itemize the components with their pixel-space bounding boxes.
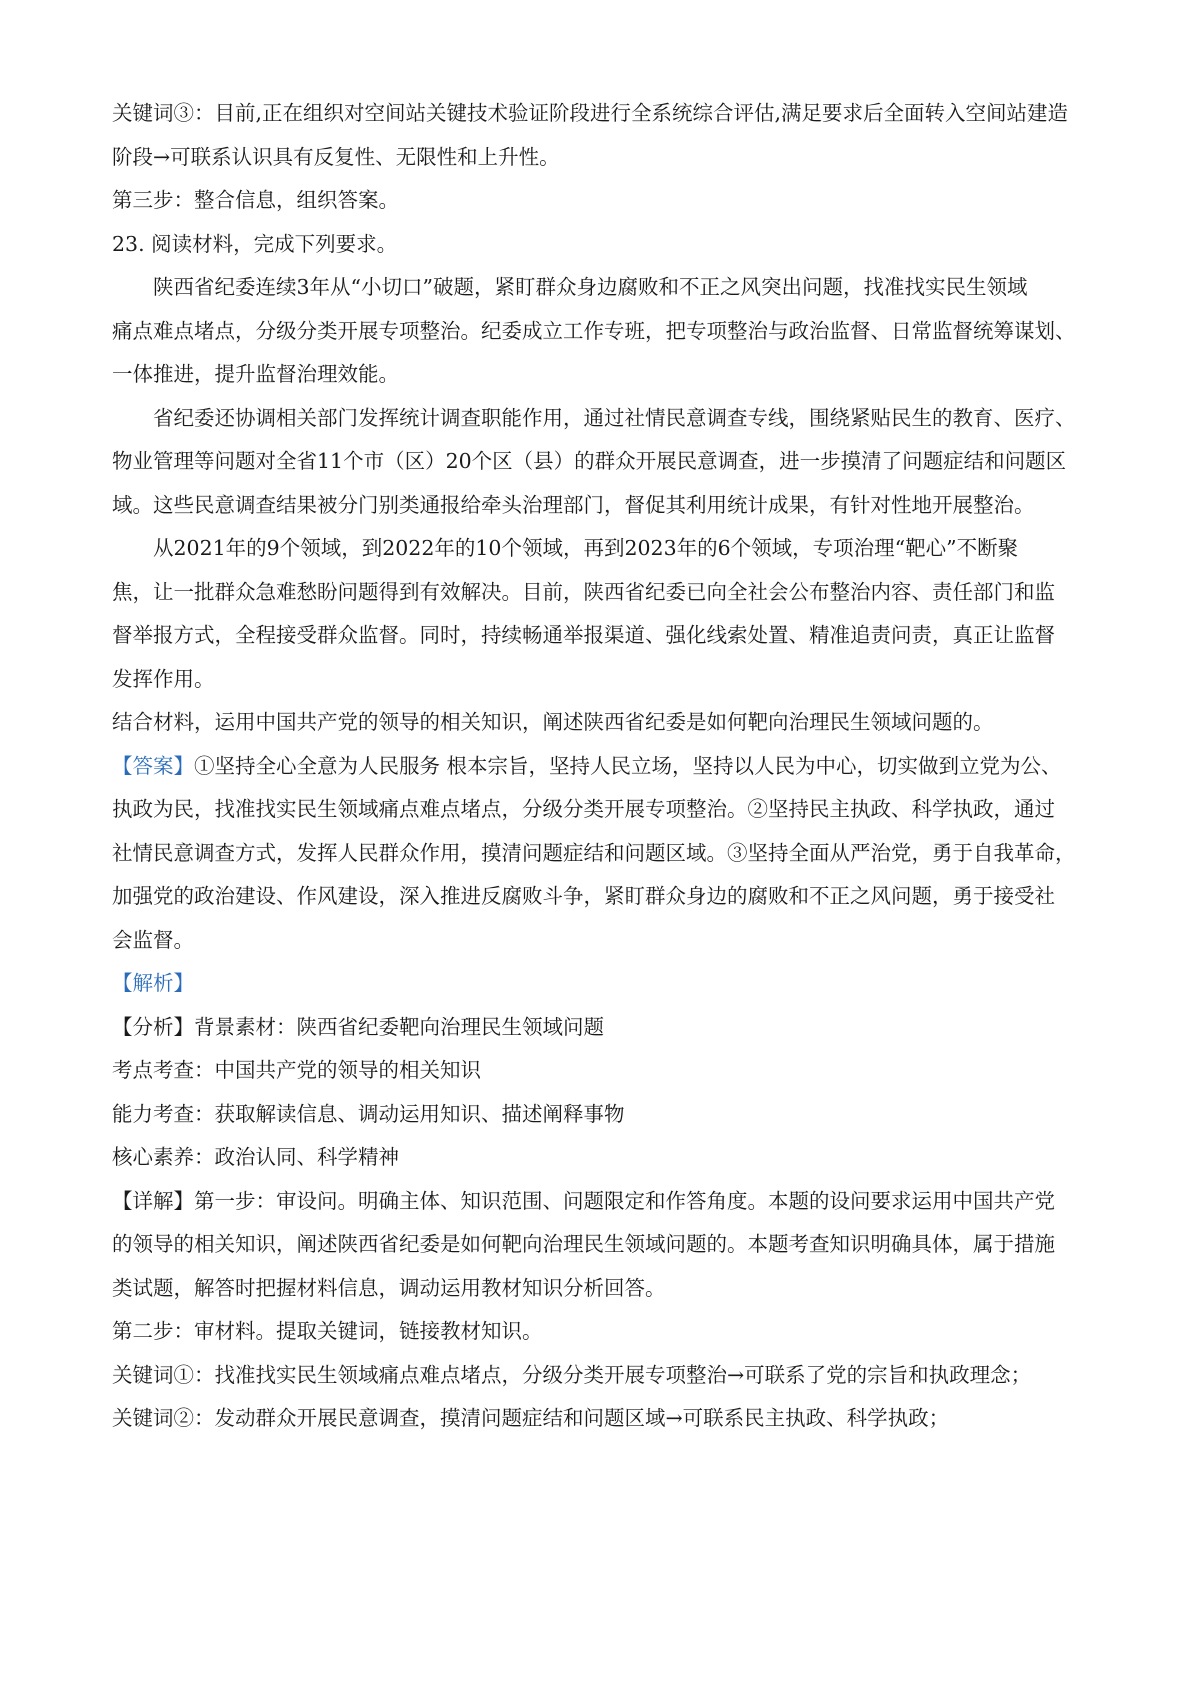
material-2-line-3: 域。这些民意调查结果被分门别类通报给牵头治理部门，督促其利用统计成果，有针对性地开展整治。 [112, 492, 1035, 517]
question-23-heading: 23. 阅读材料，完成下列要求。 [112, 231, 398, 256]
answer-tag: 【答案】 [112, 753, 194, 778]
answer-line-1 [112, 745, 1100, 789]
answer-text-1: ①坚持全心全意为人民服务 根本宗旨，坚持人民立场，坚持以人民为中心，切实做到立党为公、 [194, 753, 1062, 778]
detail-line-3: 类试题，解答时把握材料信息，调动运用教材知识分析回答。 [112, 1275, 666, 1300]
material-3-line-4: 发挥作用。 [112, 666, 215, 691]
answer-line-2: 执政为民，找准找实民生领域痛点难点堵点，分级分类开展专项整治。②坚持民主执政、科学执政，通过 [112, 797, 1055, 821]
analysis-background: 【分析】背景素材：陕西省纪委靶向治理民生领域问题 [112, 1014, 604, 1039]
material-1-line-3: 一体推进，提升监督治理效能。 [112, 362, 399, 386]
material-1-line-1: 陕西省纪委连续3年从“小切口”破题，紧盯群众身边腐败和不正之风突出问题，找准找实民生领域 [153, 275, 1028, 299]
keyword-2: 关键词②：发动群众开展民意调查，摸清问题症结和问题区域→可联系民主执政、科学执政； [112, 1406, 950, 1430]
analysis-tag: 【解析】 [112, 971, 194, 995]
analysis-core-literacy: 核心素养：政治认同、科学精神 [112, 1145, 399, 1169]
material-1-line-2: 痛点难点堵点，分级分类开展专项整治。纪委成立工作专班，把专项整治与政治监督、日常监督统筹谋划、 [112, 318, 1076, 343]
material-3-line-2: 焦，让一批群众急难愁盼问题得到有效解决。目前，陕西省纪委已向全社会公布整治内容、责任部门和监 [112, 579, 1055, 604]
detail-line-1: 【详解】第一步：审设问。明确主体、知识范围、问题限定和作答角度。本题的设问要求运用中国共产党 [112, 1188, 1055, 1213]
step-2: 第二步：审材料。提取关键词，链接教材知识。 [112, 1319, 543, 1343]
question-prompt: 结合材料，运用中国共产党的领导的相关知识，阐述陕西省纪委是如何靶向治理民生领域问题的。 [112, 710, 994, 734]
answer-line-5: 会监督。 [112, 927, 194, 952]
analysis-exam-point: 考点考查：中国共产党的领导的相关知识 [112, 1058, 481, 1082]
analysis-ability: 能力考查：获取解读信息、调动运用知识、描述阐释事物 [112, 1101, 625, 1126]
keyword-1: 关键词①：找准找实民生领域痛点难点堵点，分级分类开展专项整治→可联系了党的宗旨和执政理念； [112, 1362, 1032, 1387]
detail-line-2: 的领导的相关知识，阐述陕西省纪委是如何靶向治理民生领域问题的。本题考查知识明确具体，属于措施 [112, 1232, 1055, 1256]
keyword-3-line-1: 关键词③：目前,正在组织对空间站关键技术验证阶段进行全系统综合评估,满足要求后全面转入空间站建造 [112, 101, 1069, 125]
answer-line-4: 加强党的政治建设、作风建设，深入推进反腐败斗争，紧盯群众身边的腐败和不正之风问题，勇于接受社 [112, 884, 1055, 908]
keyword-3-line-2: 阶段→可联系认识具有反复性、无限性和上升性。 [112, 144, 560, 169]
step-3: 第三步：整合信息，组织答案。 [112, 188, 399, 212]
answer-line-3: 社情民意调查方式，发挥人民群众作用，摸清问题症结和问题区域。③坚持全面从严治党，勇于自我革命， [112, 840, 1076, 865]
material-3-line-1: 从2021年的9个领域，到2022年的10个领域，再到2023年的6个领域，专项治理“靶心”不断聚 [153, 536, 1019, 560]
material-2-line-1: 省纪委还协调相关部门发挥统计调查职能作用，通过社情民意调查专线，围绕紧贴民生的教育、医疗、 [153, 405, 1076, 430]
material-2-line-2: 物业管理等问题对全省11个市（区）20个区（县）的群众开展民意调查，进一步摸清了问题症结和问题区 [112, 449, 1067, 473]
material-3-line-3: 督举报方式，全程接受群众监督。同时，持续畅通举报渠道、强化线索处置、精准追责问责，真正让监督 [112, 623, 1055, 647]
